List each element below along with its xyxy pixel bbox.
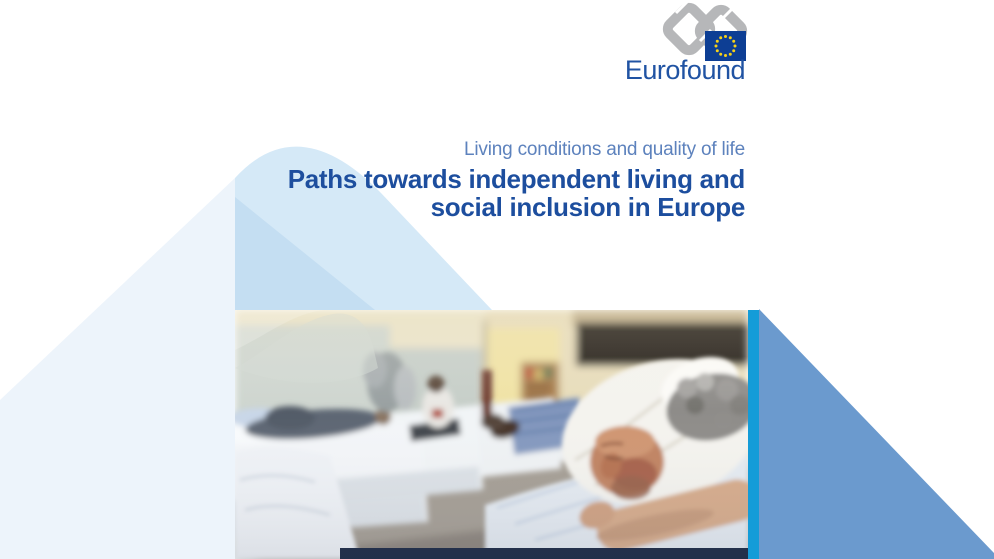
cover-photo bbox=[235, 310, 748, 559]
report-title-line-1: Paths towards independent living and bbox=[287, 164, 745, 194]
series-label: Living conditions and quality of life bbox=[464, 139, 745, 160]
report-title-line-2: social inclusion in Europe bbox=[430, 192, 745, 222]
triangle-motif-left-light bbox=[0, 178, 235, 559]
cover-photo-art bbox=[235, 310, 748, 559]
photo-color-cast bbox=[235, 310, 748, 559]
report-title bbox=[288, 165, 745, 221]
eurofound-wordmark: Eurofound bbox=[624, 55, 745, 85]
triangle-motif-right bbox=[759, 309, 994, 559]
accent-bar-cyan bbox=[748, 310, 760, 559]
